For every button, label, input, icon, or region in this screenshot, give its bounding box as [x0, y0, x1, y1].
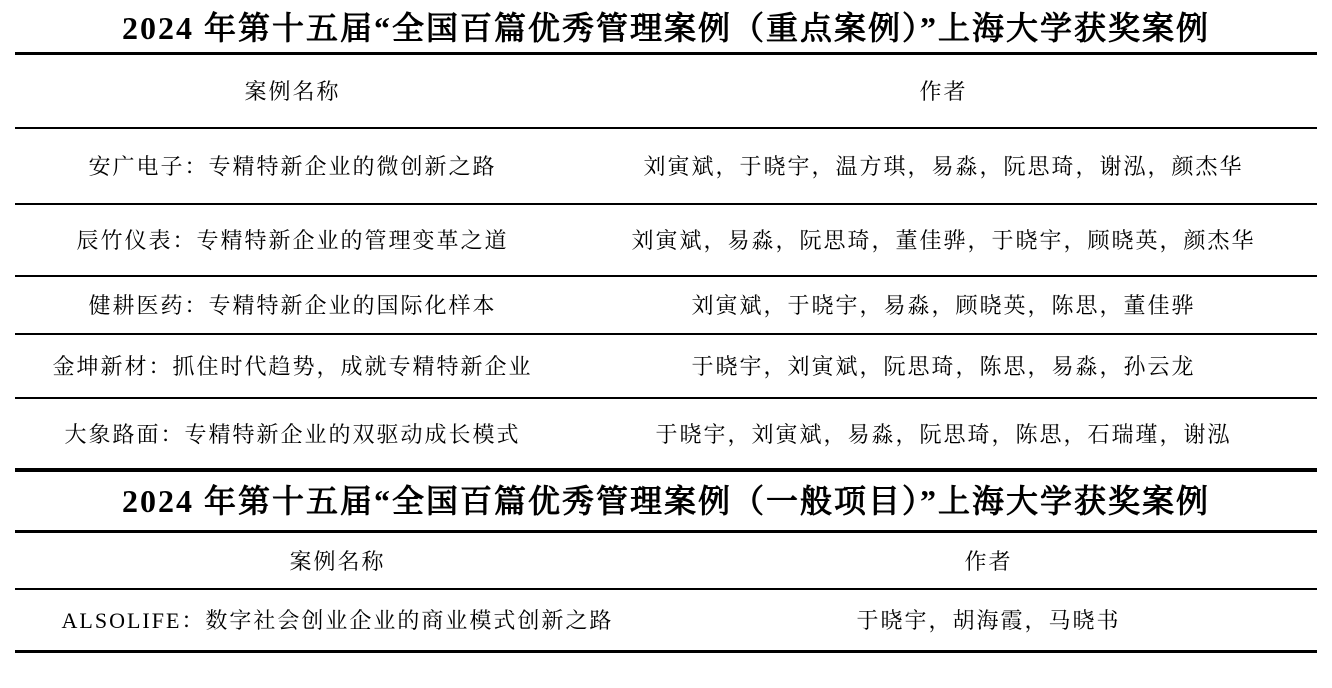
- authors-cell: 于晓宇，刘寅斌，易淼，阮思琦，陈思，石瑞瑾，谢泓: [655, 421, 1232, 447]
- table-row: [15, 398, 1317, 470]
- table-row: [15, 276, 1317, 334]
- table-header-row: [15, 54, 1317, 128]
- case-name-cell: 金坤新材：抓住时代趋势，成就专精特新企业: [52, 354, 533, 379]
- case-name-cell: 大象路面：专精特新企业的双驱动成长模式: [64, 421, 521, 447]
- table-row: [15, 334, 1317, 398]
- case-name-cell: ALSOLIFE：数字社会创业企业的商业模式创新之路: [61, 608, 614, 634]
- authors-cell: 刘寅斌，易淼，阮思琦，董佳骅，于晓宇，顾晓英，颜杰华: [631, 228, 1256, 253]
- authors-cell: 刘寅斌，于晓宇，温方琪，易淼，阮思琦，谢泓，颜杰华: [643, 154, 1244, 179]
- author-column-header: 作者: [964, 548, 1013, 574]
- awards-table-general-projects: [15, 530, 1317, 653]
- authors-cell: 于晓宇，刘寅斌，阮思琦，陈思，易淼，孙云龙: [691, 354, 1196, 379]
- case-name-column-header: 案例名称: [244, 79, 341, 105]
- awards-table-key-cases: [15, 52, 1317, 472]
- section-1-title: 2024 年第十五届“全国百篇优秀管理案例（重点案例）”上海大学获奖案例: [121, 10, 1210, 46]
- section-2-title: 2024 年第十五届“全国百篇优秀管理案例（一般项目）”上海大学获奖案例: [121, 482, 1210, 519]
- authors-cell: 于晓宇，胡海霞，马晓书: [856, 608, 1121, 634]
- case-name-column-header: 案例名称: [289, 548, 386, 574]
- table-row: [15, 204, 1317, 276]
- document: [0, 6, 1332, 653]
- case-name-cell: 辰竹仪表：专精特新企业的管理变革之道: [76, 228, 509, 253]
- table-row: [15, 589, 1317, 651]
- table-row: [15, 128, 1317, 204]
- table-header-row: [15, 531, 1317, 589]
- authors-cell: 刘寅斌，于晓宇，易淼，顾晓英，陈思，董佳骅: [691, 293, 1196, 318]
- author-column-header: 作者: [919, 79, 968, 105]
- case-name-cell: 安广电子：专精特新企业的微创新之路: [88, 154, 497, 179]
- case-name-cell: 健耕医药：专精特新企业的国际化样本: [88, 293, 497, 318]
